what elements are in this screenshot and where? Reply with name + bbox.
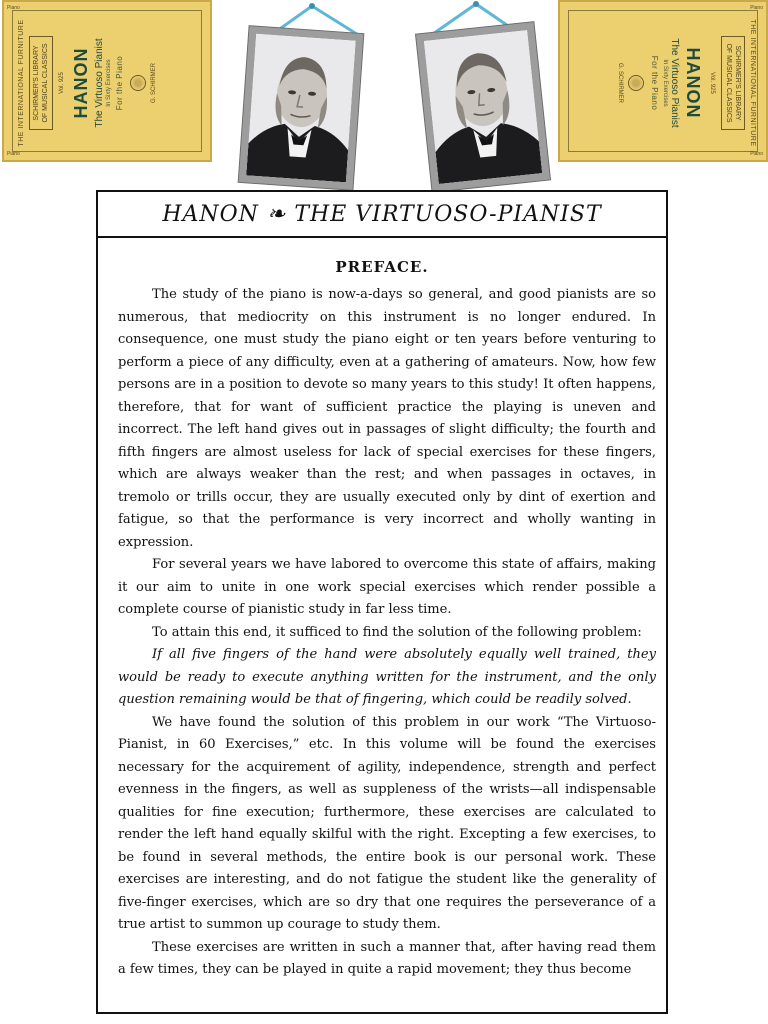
cover-series: THE INTERNATIONAL FURNITURE: [749, 19, 756, 147]
portrait-man-icon: [246, 34, 356, 183]
cover-library-label: [29, 36, 53, 129]
paragraph: The study of the piano is now-a-days so general, and good pianists are so numerous, that mediocrity on this instrument is no longer endured. In consequence, one must study the piano eight or ten years before venturing to perform a piece of any difficulty, even at a gathering of amateurs. Now, how few persons are in a position to devote so many years to this study! It often happens, therefore, that for want of sufficient practice the playing is uneven and incorrect. The left hand gives out in passages of slight difficulty; the fourth and fifth fingers are almost useless for lack of special exercises for these fingers, which are always weaker than the rest; and when passages in octaves, in tremolo or trills occur, they are usually executed only by dint of exertion and fatigue, so that the performance is very incorrect and wholly wanting in expression.: [118, 287, 656, 550]
cover-library-line-2: OF MUSICAL CLASSICS: [42, 43, 49, 123]
paragraph: We have found the solution of this problem in our work “The Virtuoso-Pianist, in 60 Exercises,” etc. In this volume will be found the exercises necessary for the acquirement of agility, independence, strength and perfect evenness in the fingers, as well as suppleness of the wrists—all indispensable qualities for fine execution; furthermore, these exercises are calculated to render the left hand equally skilful with the right. Excepting a few exercises, to be found in several methods, the entire book is our personal work. These exercises are interesting, and do not fatigue the student like the generality of five-finger exercises, which are so dry that one requires the perseverance of a true artist to summon up courage to study them.: [118, 714, 656, 932]
cover-library-line-1: SCHIRMER'S LIBRARY: [734, 45, 741, 121]
cover-subtitle: In Sixty Exercises: [662, 59, 668, 107]
portrait-photo: [424, 30, 542, 184]
cover-content: [568, 10, 762, 156]
portrait-man-icon: [424, 30, 542, 184]
cover-volume: Vol. 925: [59, 72, 65, 94]
cover-library-label: [721, 36, 745, 129]
cover-instrument: For the Piano: [650, 55, 659, 111]
cover-publisher: G. SCHIRMER: [151, 63, 157, 104]
portrait-frame-right: [416, 22, 550, 191]
publisher-seal-icon: [628, 75, 644, 91]
cover-composer: HANON: [683, 47, 703, 119]
book-cover-right: [558, 0, 768, 162]
cover-series: THE INTERNATIONAL FURNITURE: [18, 19, 25, 147]
book-cover-left: [2, 0, 212, 162]
publisher-seal-icon: [130, 75, 146, 91]
cover-instrument: For the Piano: [115, 55, 124, 111]
cover-content: [12, 10, 206, 156]
preface-page: [96, 190, 668, 1014]
paragraph: For several years we have labored to overcome this state of affairs, making it our aim to unite in one work special exercises which render possible a complete course of pianistic study in far less time.: [118, 557, 656, 617]
portrait-photo: [246, 34, 356, 183]
cover-publisher: G. SCHIRMER: [617, 62, 623, 103]
section-heading: PREFACE.: [335, 258, 429, 276]
cover-subtitle: In Sixty Exercises: [106, 59, 112, 107]
cover-title: The Virtuoso Pianist: [94, 38, 105, 128]
preface-body: [98, 276, 666, 982]
paragraph: These exercises are written in such a manner that, after having read them a few times, they can be played in quite a rapid movement; they thus become: [118, 939, 656, 977]
page-header: [98, 192, 666, 238]
cover-volume: Vol. 925: [709, 72, 715, 94]
cover-side-label: Piano: [7, 151, 20, 157]
cover-library-line-2: OF MUSICAL CLASSICS: [725, 43, 732, 123]
cover-library-line-1: SCHIRMER'S LIBRARY: [33, 45, 40, 121]
portrait-frame-left: [239, 26, 364, 190]
paragraph-italic: If all five fingers of the hand were absolutely equally well trained, they would be ready to execute anything written for the instrument, and the only question remaining would be that of fingering, which could be readily solved.: [118, 647, 656, 707]
cover-title: The Virtuoso Pianist: [669, 38, 680, 128]
cover-side-label: Piano: [750, 151, 763, 157]
page-title: HANON ❧ THE VIRTUOSO-PIANIST: [162, 201, 602, 227]
cover-side-label: Piano: [750, 5, 763, 11]
cover-side-label: Piano: [7, 5, 20, 11]
paragraph: To attain this end, it sufficed to find the solution of the following problem:: [152, 624, 642, 640]
cover-composer: HANON: [71, 47, 91, 119]
